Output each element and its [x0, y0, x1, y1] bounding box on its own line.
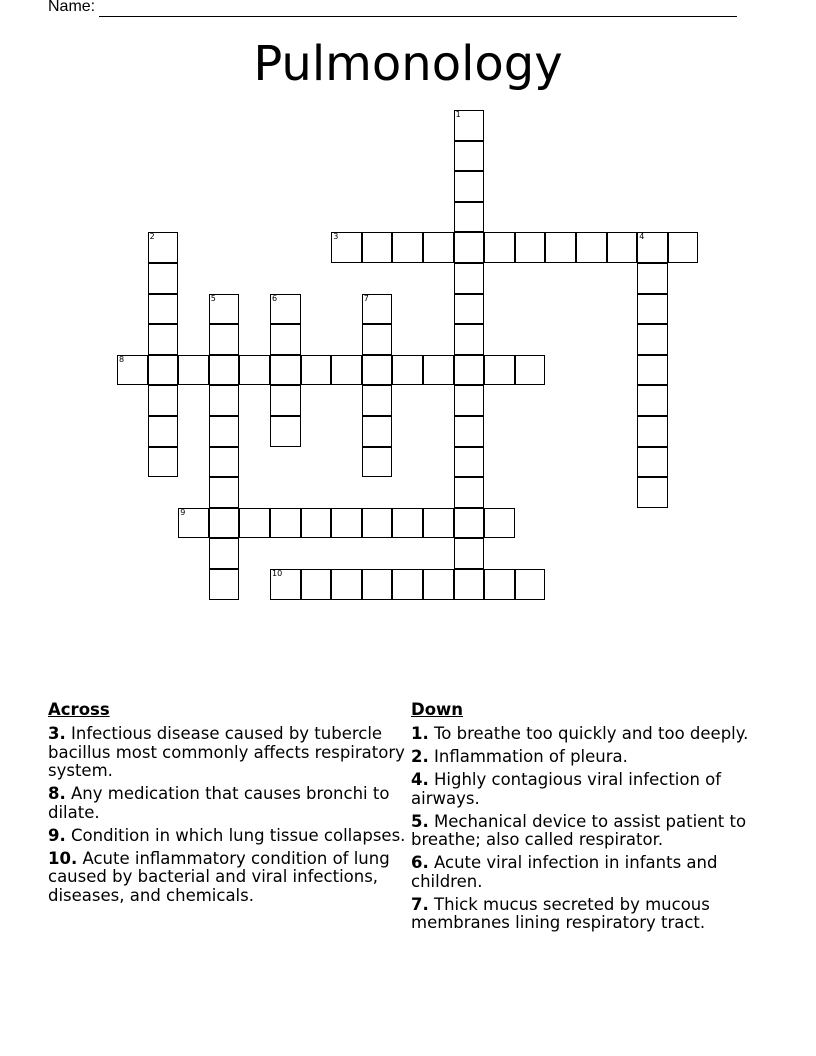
grid-cell[interactable] [148, 416, 179, 447]
grid-cell[interactable] [637, 294, 668, 325]
grid-cell[interactable] [270, 324, 301, 355]
clue-text: Condition in which lung tissue collapses. [71, 825, 406, 845]
clue-number-label: 8 [119, 354, 125, 364]
grid-cell[interactable] [148, 324, 179, 355]
grid-cell[interactable] [423, 355, 454, 386]
grid-cell[interactable] [209, 477, 240, 508]
grid-cell[interactable] [362, 385, 393, 416]
grid-cell[interactable] [148, 294, 179, 325]
grid-cell[interactable] [301, 355, 332, 386]
grid-cell[interactable] [178, 355, 209, 386]
name-label: Name: [48, 0, 96, 15]
grid-cell[interactable] [454, 569, 485, 600]
clue-number: 4. [411, 770, 429, 789]
grid-cell[interactable] [178, 508, 209, 539]
clue-number-label: 7 [363, 293, 369, 303]
grid-cell[interactable] [392, 232, 423, 263]
clue-number-label: 1 [455, 110, 461, 119]
grid-cell[interactable] [148, 263, 179, 294]
grid-cell[interactable] [454, 110, 485, 141]
clue-number: 6. [411, 853, 429, 872]
grid-cell[interactable] [392, 508, 423, 539]
grid-cell[interactable] [637, 324, 668, 355]
grid-cell[interactable] [301, 508, 332, 539]
clue-number-label: 5 [210, 293, 216, 303]
down-clues [411, 700, 756, 937]
grid-cell[interactable] [484, 232, 515, 263]
grid-cell[interactable] [637, 416, 668, 447]
grid-cell[interactable] [239, 355, 270, 386]
grid-cell[interactable] [209, 569, 240, 600]
grid-cell[interactable] [637, 263, 668, 294]
grid-cell[interactable] [637, 385, 668, 416]
grid-cell[interactable] [515, 569, 546, 600]
grid-cell[interactable] [270, 294, 301, 325]
clue-text: Highly contagious viral infection of airways. [411, 770, 722, 808]
grid-cell[interactable] [209, 416, 240, 447]
clue-number: 2. [411, 747, 429, 766]
grid-cell[interactable] [209, 508, 240, 539]
across-heading: Across [48, 700, 110, 719]
grid-cell[interactable] [454, 385, 485, 416]
grid-cell[interactable] [209, 355, 240, 386]
grid-cell[interactable] [270, 416, 301, 447]
across-clue [48, 850, 408, 906]
grid-cell[interactable] [454, 263, 485, 294]
down-clue [411, 854, 756, 891]
grid-cell[interactable] [484, 355, 515, 386]
grid-cell[interactable] [209, 294, 240, 325]
grid-cell[interactable] [454, 202, 485, 233]
down-heading: Down [411, 700, 464, 719]
grid-cell[interactable] [270, 385, 301, 416]
down-clue [411, 813, 756, 850]
down-clue [411, 896, 756, 933]
clue-number: 7. [411, 894, 429, 914]
page-title: Pulmonology [253, 36, 563, 92]
grid-cell[interactable] [148, 355, 179, 386]
grid-cell[interactable] [454, 477, 485, 508]
clue-number-label: 6 [272, 293, 278, 303]
clue-number-label: 4 [639, 232, 645, 242]
grid-cell[interactable] [331, 355, 362, 386]
grid-cell[interactable] [484, 569, 515, 600]
clue-number-label: 9 [180, 507, 186, 517]
grid-cell[interactable] [607, 232, 638, 263]
clue-text: Inflammation of pleura. [434, 747, 628, 766]
grid-cell[interactable] [209, 385, 240, 416]
clue-number: 1. [411, 724, 429, 743]
grid-cell[interactable] [331, 569, 362, 600]
grid-cell[interactable] [148, 232, 179, 263]
across-clue [48, 725, 408, 781]
clue-number: 9. [48, 825, 66, 845]
across-clue [48, 827, 408, 846]
grid-cell[interactable] [148, 447, 179, 478]
grid-cell[interactable] [423, 232, 454, 263]
grid-cell[interactable] [362, 447, 393, 478]
grid-cell[interactable] [423, 569, 454, 600]
grid-cell[interactable] [362, 232, 393, 263]
grid-cell[interactable] [270, 508, 301, 539]
clue-number-label: 2 [149, 232, 155, 242]
grid-cell[interactable] [331, 508, 362, 539]
clue-text: Acute inflammatory condition of lung caused by bacterial and viral infections, diseases, and chemicals. [48, 848, 390, 905]
grid-cell[interactable] [209, 538, 240, 569]
grid-cell[interactable] [484, 508, 515, 539]
grid-cell[interactable] [331, 232, 362, 263]
grid-cell[interactable] [423, 508, 454, 539]
grid-cell[interactable] [362, 355, 393, 386]
grid-cell[interactable] [637, 447, 668, 478]
clue-number: 10. [48, 848, 78, 868]
grid-cell[interactable] [454, 538, 485, 569]
grid-cell[interactable] [454, 416, 485, 447]
grid-cell[interactable] [454, 324, 485, 355]
grid-cell[interactable] [454, 355, 485, 386]
clue-number-label: 3 [333, 232, 339, 242]
grid-cell[interactable] [362, 324, 393, 355]
down-clue [411, 748, 756, 767]
grid-cell[interactable] [270, 569, 301, 600]
grid-cell[interactable] [454, 294, 485, 325]
grid-cell[interactable] [454, 141, 485, 172]
grid-cell[interactable] [239, 508, 270, 539]
across-clue [48, 785, 408, 822]
clue-text: Infectious disease caused by tubercle bacillus most commonly affects respiratory system. [48, 724, 405, 780]
grid-cell[interactable] [515, 355, 546, 386]
grid-cell[interactable] [392, 355, 423, 386]
grid-cell[interactable] [362, 294, 393, 325]
grid-cell[interactable] [301, 569, 332, 600]
clue-text: Mechanical device to assist patient to breathe; also called respirator. [411, 811, 747, 849]
grid-cell[interactable] [454, 447, 485, 478]
grid-cell[interactable] [637, 355, 668, 386]
grid-cell[interactable] [270, 355, 301, 386]
grid-cell[interactable] [209, 447, 240, 478]
clue-text: Any medication that causes bronchi to dilate. [48, 784, 390, 822]
grid-cell[interactable] [392, 569, 423, 600]
grid-cell[interactable] [117, 355, 148, 386]
grid-cell[interactable] [637, 232, 668, 263]
clue-number: 5. [411, 811, 429, 831]
grid-cell[interactable] [454, 232, 485, 263]
across-clues [48, 700, 408, 910]
clue-text: Thick mucus secreted by mucous membranes lining respiratory tract. [411, 894, 710, 932]
grid-cell[interactable] [362, 508, 393, 539]
grid-cell[interactable] [362, 569, 393, 600]
grid-cell[interactable] [668, 232, 699, 263]
down-clue [411, 771, 756, 808]
grid-cell[interactable] [545, 232, 576, 263]
clue-number: 8. [48, 784, 66, 803]
clue-text: To breathe too quickly and too deeply. [434, 724, 749, 743]
grid-cell[interactable] [454, 171, 485, 202]
clue-text: Acute viral infection in infants and children. [411, 853, 718, 891]
grid-cell[interactable] [515, 232, 546, 263]
clue-number: 3. [48, 724, 66, 743]
grid-cell[interactable] [209, 324, 240, 355]
grid-cell[interactable] [637, 477, 668, 508]
grid-cell[interactable] [576, 232, 607, 263]
down-clue [411, 725, 756, 744]
grid-cell[interactable] [148, 385, 179, 416]
grid-cell[interactable] [454, 508, 485, 539]
clue-number-label: 10 [272, 569, 283, 578]
grid-cell[interactable] [362, 416, 393, 447]
